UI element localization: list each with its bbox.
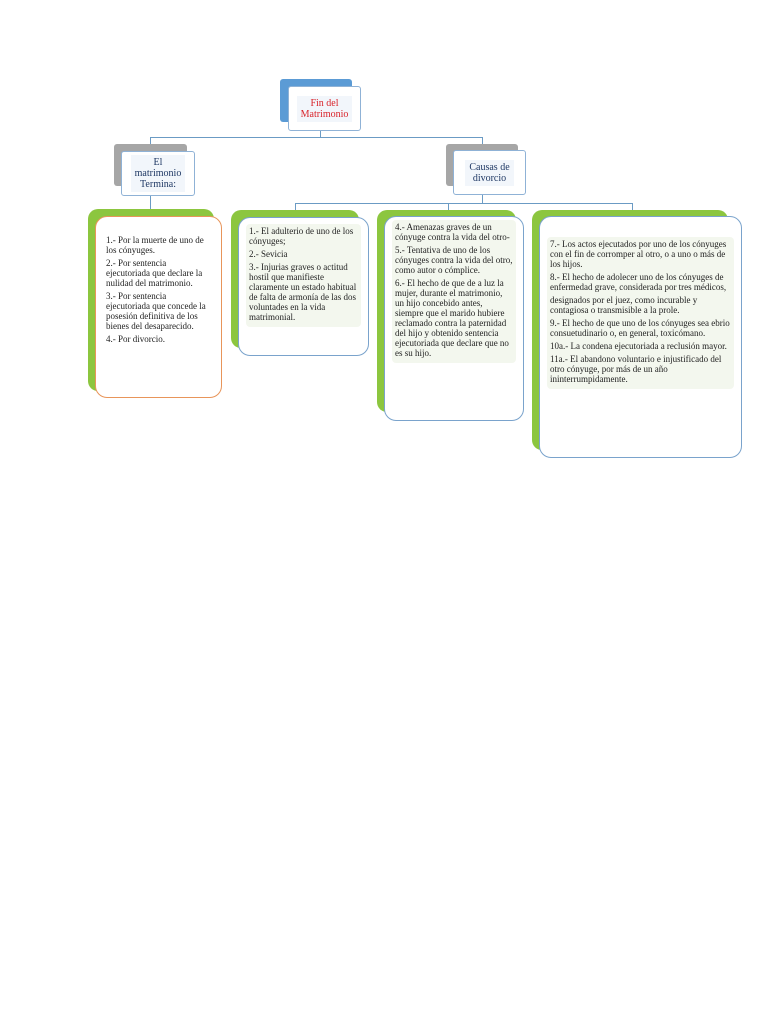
left-node-termina — [121, 151, 195, 196]
causas-1-card — [238, 217, 369, 356]
list-item: 5.- Tentativa de uno de los cónyuges contra la vida del otro, como autor o cómplice. — [395, 245, 513, 275]
list-item: 8.- El hecho de adolecer uno de los cónyuges de enfermedad grave, considerada por tres médicos, — [550, 272, 727, 292]
connector-causas-bar — [295, 203, 632, 204]
right-node-title: Causas de divorcio — [465, 160, 513, 186]
list-item: 9.- El hecho de que uno de los cónyuges sea ebrio consuetudinario o, en general, toxicómano. — [550, 318, 730, 338]
root-node — [288, 86, 361, 131]
causas-2-list — [392, 220, 516, 363]
list-item: 1.- Por la muerte de uno de los cónyuges. — [106, 235, 204, 255]
connector-right-node-down — [482, 194, 483, 203]
list-item: 6.- El hecho de que de a luz la mujer, durante el matrimonio, un hijo concebido antes, siempre que el marido hubiere reclamado contra la paternidad del hijo y obtenido sentencia ejecutoriada que declare que no es su hijo. — [395, 278, 509, 358]
list-item: designados por el juez, como incurable y contagiosa o transmisible a la prole. — [550, 295, 698, 315]
causas-2-card — [384, 216, 524, 421]
termina-list — [103, 233, 214, 349]
root-title: Fin del Matrimonio — [297, 96, 353, 122]
list-item: 2.- Por sentencia ejecutoriada que declare la nulidad del matrimonio. — [106, 258, 203, 288]
list-item: 11a.- El abandono voluntario e injustificado del otro cónyuge, por más de un año ininterrumpidamente. — [550, 354, 722, 384]
causas-3-list — [547, 237, 734, 389]
list-item: 7.- Los actos ejecutados por uno de los cónyuges con el fin de corromper al otro, o a uno o más de los hijos. — [550, 239, 727, 269]
list-item: 10a.- La condena ejecutoriada a reclusión mayor. — [550, 341, 727, 351]
list-item: 4.- Por divorcio. — [106, 334, 165, 344]
connector-top-bar — [150, 137, 482, 138]
causas-1-list — [246, 224, 361, 327]
list-item: 1.- El adulterio de uno de los cónyuges; — [249, 226, 354, 246]
termina-card — [95, 216, 222, 398]
list-item: 3.- Injurias graves o actitud hostil que manifieste claramente un estado habitual de falta de armonía de las dos voluntades en la vida matrimonial. — [249, 262, 357, 322]
list-item: 2.- Sevicia — [249, 249, 288, 259]
right-node-causas — [453, 150, 526, 195]
list-item: 3.- Por sentencia ejecutoriada que concede la posesión definitiva de los bienes del desaparecido. — [106, 291, 206, 331]
left-node-title: El matrimonio Termina: — [131, 155, 186, 192]
list-item: 4.- Amenazas graves de un cónyuge contra la vida del otro- — [395, 222, 510, 242]
causas-3-card — [539, 216, 742, 458]
